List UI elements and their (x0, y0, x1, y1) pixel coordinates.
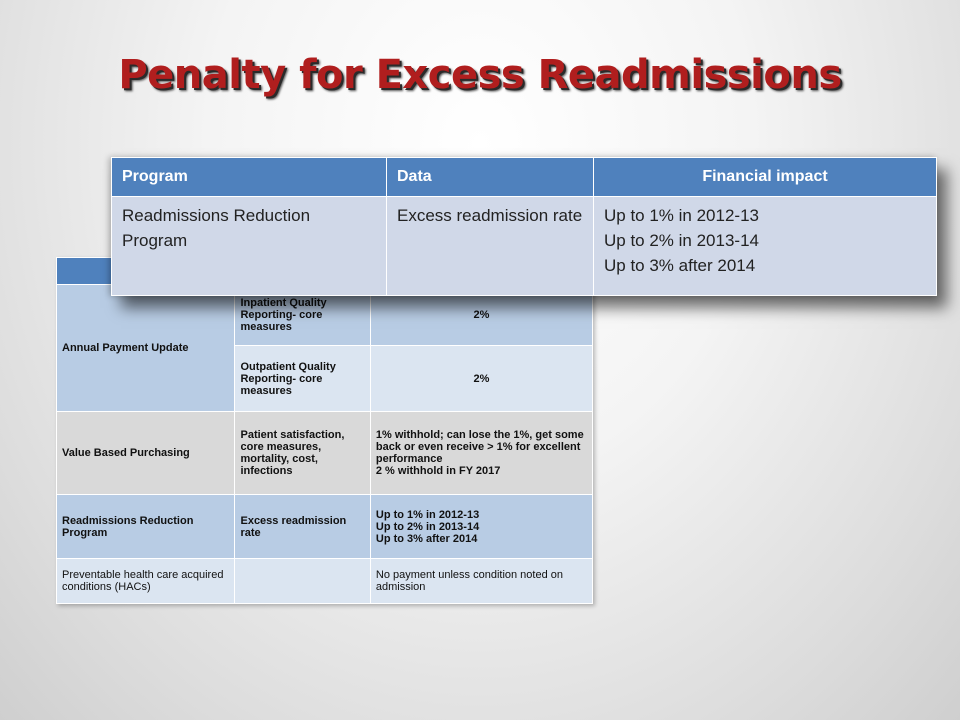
outpatient-impact-cell: 2% (370, 346, 592, 412)
rrp-impact-line: Up to 3% after 2014 (375, 532, 478, 545)
vbp-impact-cell (370, 412, 592, 495)
slide-title: Penalty for Excess Readmissions (118, 52, 842, 98)
outpatient-quality-cell: Outpatient Quality Reporting- core measures (235, 346, 370, 412)
vbp-impact-text: 1% withhold; can lose the 1%, get some back or even receive > 1% for excellent performance (375, 429, 584, 465)
table-row (57, 559, 593, 604)
impact-line: Up to 1% in 2012-13 (604, 206, 759, 225)
hac-impact-cell: No payment unless condition noted on admission (370, 559, 592, 604)
rrp-impact-line: Up to 1% in 2012-13 (375, 508, 480, 521)
header-financial-impact: Financial impact (594, 158, 937, 197)
vbp-impact-text: 2 % withhold in FY 2017 (375, 465, 501, 477)
hac-program-cell: Preventable health care acquired conditions (HACs) (57, 559, 235, 604)
overlay-data-cell: Excess readmission rate (387, 197, 594, 296)
rrp-impact-line: Up to 2% in 2013-14 (375, 520, 480, 533)
overlay-table-card (111, 157, 937, 296)
annual-payment-update-cell: Annual Payment Update (57, 285, 235, 412)
impact-line: Up to 3% after 2014 (604, 256, 756, 275)
inpatient-quality-cell: Inpatient Quality Reporting- core measures (235, 285, 370, 346)
hac-data-cell (235, 559, 370, 604)
overlay-table-header (112, 158, 937, 197)
overlay-impact-cell (594, 197, 937, 296)
table-row (112, 197, 937, 296)
rrp-program-cell: Readmissions Reduction Program (57, 495, 235, 559)
header-program: Program (112, 158, 387, 197)
table-row (57, 495, 593, 559)
impact-line: Up to 2% in 2013-14 (604, 231, 759, 250)
rrp-impact-cell (370, 495, 592, 559)
overlay-program-cell: Readmissions Reduction Program (112, 197, 387, 296)
header-data: Data (387, 158, 594, 197)
inpatient-impact-cell: 2% (370, 285, 592, 346)
rrp-data-cell: Excess readmission rate (235, 495, 370, 559)
table-row (57, 412, 593, 495)
vbp-program-cell: Value Based Purchasing (57, 412, 235, 495)
overlay-table (111, 157, 937, 296)
vbp-data-cell: Patient satisfaction, core measures, mortality, cost, infections (235, 412, 370, 495)
background-table (56, 257, 593, 604)
